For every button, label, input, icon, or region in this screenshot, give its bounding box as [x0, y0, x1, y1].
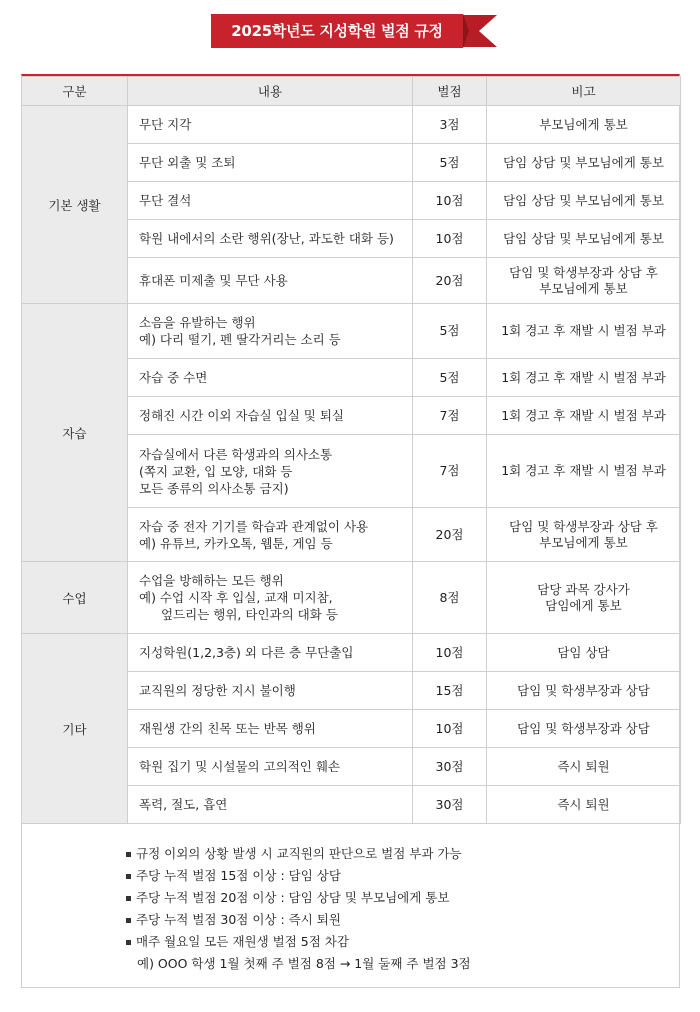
points-cell: 10점: [413, 634, 487, 672]
content-cell: [128, 220, 413, 258]
points-cell: 10점: [413, 182, 487, 220]
content-cell: [128, 672, 413, 710]
remarks-cell: [487, 710, 681, 748]
table-row: [22, 634, 681, 672]
content-cell: [128, 786, 413, 824]
content-line: 무단 지각: [139, 117, 192, 132]
content-line: 소음을 유발하는 행위: [139, 315, 256, 330]
remarks-cell: [487, 359, 681, 397]
category-cell: 기본 생활: [22, 106, 128, 304]
note-item: [126, 865, 666, 887]
note-item: [126, 887, 666, 909]
square-bullet-icon: [126, 874, 131, 879]
header-content: 내용: [128, 77, 413, 106]
remarks-line: 부모님에게 통보: [539, 534, 628, 550]
content-line: 자습 중 수면: [139, 370, 208, 385]
remarks-cell: [487, 748, 681, 786]
content-cell: [128, 144, 413, 182]
category-cell: 자습: [22, 304, 128, 562]
table-header-row: [22, 77, 681, 106]
remarks-cell: [487, 220, 681, 258]
content-line: 정해진 시간 이외 자습실 입실 및 퇴실: [139, 408, 344, 423]
remarks-line: 부모님에게 통보: [539, 116, 628, 132]
remarks-line: 즉시 퇴원: [557, 758, 610, 774]
note-item: [126, 843, 666, 865]
remarks-cell: [487, 786, 681, 824]
header-category: 구분: [22, 77, 128, 106]
content-cell: [128, 258, 413, 304]
points-cell: 10점: [413, 220, 487, 258]
content-cell: [128, 397, 413, 435]
content-line: 예) 다리 떨기, 펜 딸각거리는 소리 등: [139, 332, 341, 347]
note-item: [126, 909, 666, 931]
content-cell: [128, 182, 413, 220]
remarks-line: 담임 및 학생부장과 상담 후: [509, 518, 658, 534]
points-cell: 5점: [413, 359, 487, 397]
remarks-cell: [487, 182, 681, 220]
square-bullet-icon: [126, 918, 131, 923]
content-line: 휴대폰 미제출 및 무단 사용: [139, 273, 288, 288]
table-row: [22, 304, 681, 359]
remarks-line: 즉시 퇴원: [557, 796, 610, 812]
remarks-cell: [487, 562, 681, 634]
content-cell: [128, 106, 413, 144]
points-cell: 20점: [413, 258, 487, 304]
note-text: 주당 누적 벌점 20점 이상 : 담임 상담 및 부모님에게 통보: [136, 890, 450, 905]
remarks-line: 담임 상담 및 부모님에게 통보: [503, 192, 664, 208]
page-title: 2025학년도 지성학원 벌점 규정: [231, 22, 443, 40]
remarks-cell: [487, 106, 681, 144]
remarks-line: 담임 상담 및 부모님에게 통보: [503, 230, 664, 246]
remarks-cell: [487, 258, 681, 304]
content-cell: [128, 435, 413, 508]
content-line: 모든 종류의 의사소통 금지): [139, 480, 289, 496]
content-cell: [128, 562, 413, 634]
square-bullet-icon: [126, 940, 131, 945]
content-line: 엎드리는 행위, 타인과의 대화 등: [161, 607, 338, 622]
content-cell: [128, 508, 413, 562]
remarks-line: 1회 경고 후 재발 시 벌점 부과: [501, 463, 666, 478]
remarks-cell: [487, 397, 681, 435]
square-bullet-icon: [126, 852, 131, 857]
points-cell: 20점: [413, 508, 487, 562]
remarks-cell: [487, 304, 681, 359]
remarks-line: 담임 상담: [557, 644, 610, 660]
note-example: 예) OOO 학생 1월 첫째 주 벌점 8점 → 1월 둘째 주 벌점 3점: [137, 956, 471, 971]
remarks-line: 1회 경고 후 재발 시 벌점 부과: [501, 369, 666, 385]
table-row: [22, 106, 681, 144]
content-cell: [128, 748, 413, 786]
note-text: 규정 이외의 상황 발생 시 교직원의 판단으로 벌점 부과 가능: [136, 846, 462, 861]
remarks-cell: [487, 672, 681, 710]
content-line: 폭력, 절도, 흡연: [139, 797, 228, 812]
content-line: 예) 유튜브, 카카오톡, 웹툰, 게임 등: [139, 535, 333, 551]
category-cell: 수업: [22, 562, 128, 634]
note-text: 주당 누적 벌점 15점 이상 : 담임 상담: [136, 868, 341, 883]
category-cell: 기타: [22, 634, 128, 824]
content-line: 학원 집기 및 시설물의 고의적인 훼손: [139, 759, 340, 774]
header-points: 벌점: [413, 77, 487, 106]
remarks-cell: [487, 508, 681, 562]
content-line: 무단 외출 및 조퇴: [139, 155, 236, 170]
remarks-cell: [487, 435, 681, 508]
content-line: 수업을 방해하는 모든 행위: [139, 573, 284, 588]
points-cell: 15점: [413, 672, 487, 710]
points-cell: 7점: [413, 435, 487, 508]
points-cell: 5점: [413, 304, 487, 359]
table-body: [22, 106, 681, 824]
header-remarks: 비고: [487, 77, 681, 106]
points-cell: 7점: [413, 397, 487, 435]
remarks-line: 1회 경고 후 재발 시 벌점 부과: [501, 407, 666, 423]
note-text: 매주 월요일 모든 재원생 벌점 5점 차감: [136, 934, 349, 949]
table-row: [22, 562, 681, 634]
title-banner: [211, 14, 497, 48]
points-cell: 8점: [413, 562, 487, 634]
remarks-line: 담임 및 학생부장과 상담 후: [509, 264, 658, 280]
remarks-line: 부모님에게 통보: [539, 280, 628, 296]
content-cell: [128, 304, 413, 359]
content-cell: [128, 634, 413, 672]
square-bullet-icon: [126, 896, 131, 901]
content-line: (쪽지 교환, 입 모양, 대화 등: [139, 463, 293, 479]
content-line: 재원생 간의 친목 또는 반목 행위: [139, 721, 316, 736]
remarks-line: 1회 경고 후 재발 시 벌점 부과: [501, 323, 666, 338]
remarks-cell: [487, 634, 681, 672]
points-cell: 10점: [413, 710, 487, 748]
note-text: 주당 누적 벌점 30점 이상 : 즉시 퇴원: [136, 912, 341, 927]
penalty-rules-table: [21, 76, 681, 824]
content-cell: [128, 710, 413, 748]
content-line: 자습 중 전자 기기를 학습과 관계없이 사용: [139, 518, 369, 534]
notes-section: [126, 843, 666, 975]
content-line: 교직원의 정당한 지시 불이행: [139, 683, 296, 698]
content-cell: [128, 359, 413, 397]
points-cell: 3점: [413, 106, 487, 144]
remarks-line: 담임에게 통보: [545, 597, 622, 613]
remarks-line: 담당 과목 강사가: [537, 581, 630, 597]
points-cell: 30점: [413, 748, 487, 786]
content-line: 지성학원(1,2,3층) 외 다른 층 무단출입: [139, 645, 354, 660]
remarks-line: 담임 및 학생부장과 상담: [517, 720, 650, 736]
content-line: 자습실에서 다른 학생과의 의사소통: [139, 446, 333, 462]
points-cell: 30점: [413, 786, 487, 824]
content-line: 무단 결석: [139, 193, 192, 208]
remarks-line: 담임 및 학생부장과 상담: [517, 682, 650, 698]
content-line: 예) 수업 시작 후 입실, 교재 미지참,: [139, 590, 333, 605]
remarks-cell: [487, 144, 681, 182]
content-line: 학원 내에서의 소란 행위(장난, 과도한 대화 등): [139, 231, 394, 246]
remarks-line: 담임 상담 및 부모님에게 통보: [503, 154, 664, 170]
points-cell: 5점: [413, 144, 487, 182]
note-item: [126, 931, 666, 953]
